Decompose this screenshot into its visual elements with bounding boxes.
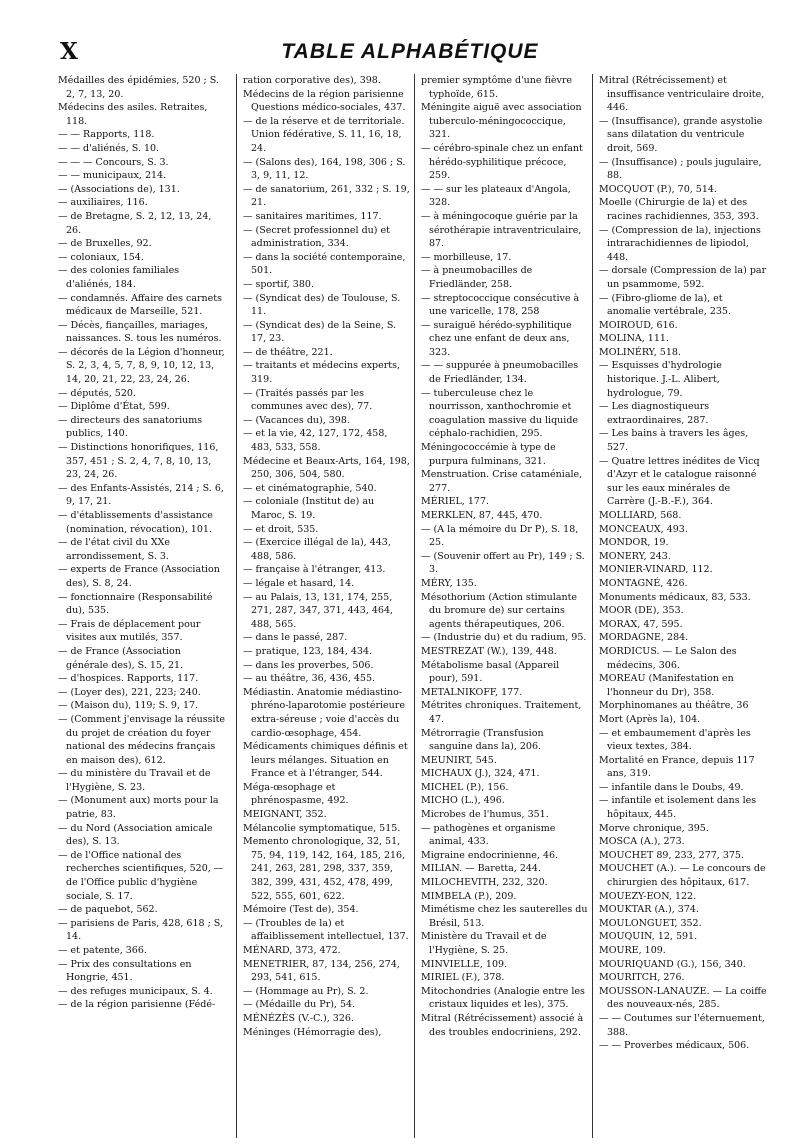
index-entry: — de France (Association générale des), S. 15, 21. [58,645,184,671]
index-entry: MÉRIEL, 177. [421,496,490,508]
index-entry: MIRIEL (F.), 378. [421,972,505,984]
index-entry: — du Nord (Association amicale des), S. 13. [58,822,213,848]
index-entry: MONDOR, 19. [599,537,669,549]
index-entry: — — sur les plateaux d'Angola, 328. [421,183,571,209]
index-entry: — — d'aliénés, S. 10. [58,142,160,154]
index-entry: Ministère du Travail et de l'Hygiène, S. 25. [421,931,547,956]
index-entry: — Prix des consultations en Hongrie, 451. [58,958,192,984]
page-number: X [60,38,78,65]
index-entry: — de Bruxelles, 92. [58,238,152,250]
index-entry: — Frais de déplacement pour visites aux mutilés, 357. [58,618,201,644]
index-columns [58,74,768,1138]
index-entry: — dorsale (Compression de la) par un psammome, 592. [599,265,767,290]
index-entry: MOCQUOT (P.), 70, 514. [599,183,717,195]
index-entry: — condamnés. Affaire des carnets médicaux de Marseille, 521. [58,292,222,318]
index-entry: MONIER-VINARD, 112. [599,564,713,576]
index-entry: Mésothorium (Action stimulante du bromure de) sur certains agents thérapeutiques, 206. [421,591,578,630]
index-entry: Monuments médicaux, 83, 533. [599,591,751,603]
index-entry: — (Comment j'envisage la réussite du projet de création du foyer national des médecins français en maison des), 612. [58,713,226,766]
index-entry: MOIROUD, 616. [599,319,678,331]
index-entry: MONERY, 243. [599,550,671,562]
index-entry: — — — Concours, S. 3. [58,156,169,168]
index-entry: MOUEZY-EON, 122. [599,890,697,902]
index-entry: — — municipaux, 214. [58,170,167,182]
index-entry: MEUNIRT, 545. [421,754,497,766]
index-entry: — Esquisses d'hydrologie historique. J.-L. Alibert, hydrologue, 79. [599,360,722,399]
index-entry: — de théâtre, 221. [243,346,333,358]
index-entry: — (Syndicat des) de la Seine, S. 17, 23. [243,319,397,345]
index-entry: — parisiens de Paris, 428, 618 ; S, 14. [58,917,223,943]
index-entry: — (Maison du), 119; S. 9, 17. [58,700,199,712]
index-entry: — (Secret professionnel du) et administration, 334. [243,224,390,250]
index-entry: MORDAGNE, 284. [599,632,689,644]
index-entry: — cérébro-spinale chez un enfant hérédo-syphilitique précoce, 259. [421,142,583,182]
index-entry: MOUKTAR (A.), 374. [599,904,699,916]
index-entry: MOUSSON-LANAUZE. — La coiffe des nouveaux-nés, 285. [599,985,767,1011]
index-entry: — (Exercice illégal de la), 443, 488, 586. [243,537,391,562]
index-column-2 [236,74,411,1138]
index-entry: — légale et hasard, 14. [243,577,355,589]
index-entry: Microbes de l'humus, 351. [421,809,549,821]
index-entry: Médicaments chimiques définis et leurs mélanges. Situation en France et à l'étranger, 544. [243,741,408,780]
index-entry: Mitral (Rétrécissement) associé à des troubles endocriniens, 292. [421,1012,584,1038]
page-header [60,38,760,70]
index-entry: — et la vie, 42, 127, 172, 458, 483, 533, 558. [243,428,388,454]
index-entry: — des colonies familiales d'aliénés, 184. [58,265,180,290]
index-entry: — de sanatorium, 261, 332 ; S. 19, 21. [243,183,410,209]
index-entry: Médecins de la région parisienne Questions médico-sociales, 437. [243,88,406,114]
index-entry: MOLINA, 111. [599,333,669,345]
index-entry: — suraiguë hérédo-syphilitique chez une enfant de deux ans, 323. [421,319,572,358]
index-entry: — morbilleuse, 17. [421,251,512,263]
index-entry: — et embaumement d'après les vieux textes, 384. [599,727,751,753]
index-entry: MICHAUX (J.), 324, 471. [421,768,540,780]
index-entry: MIMBELA (P.), 209. [421,890,517,902]
index-entry: — (Troubles de la) et affaiblissement intellectuel, 137. [243,917,409,943]
index-entry: — d'établissements d'assistance (nomination, révocation), 101. [58,510,213,535]
index-entry: MENETRIER, 87, 134, 256, 274, 293, 541, 615. [243,958,400,984]
index-entry: — Décès, fiançailles, mariages, naissances. S. tous les numéros. [58,319,222,345]
index-entry: MOURIQUAND (G.), 156, 340. [599,958,746,970]
index-entry: — (Fibro-gliome de la), et anomalie vertébrale, 235. [599,292,732,318]
index-entry: — députés, 520. [58,387,136,399]
index-entry: — sanitaires maritimes, 117. [243,210,382,222]
index-entry: — des refuges municipaux, S. 4. [58,985,213,997]
index-entry: — (A la mémoire du Dr P), S. 18, 25. [421,523,579,549]
index-entry: — — suppurée à pneumobacilles de Friedländer, 134. [421,360,579,386]
index-entry: MÉNARD, 373, 472. [243,945,341,956]
index-entry: — coloniaux, 154. [58,251,144,263]
index-entry: MOUCHET (A.). — Le concours de chirurgien des hôpitaux, 617. [599,863,766,889]
index-entry: Mémoire (Test de), 354. [243,904,359,916]
index-entry: Médailles des épidémies, 520 ; S. 2, 7, 13, 20. [58,75,219,100]
index-entry: — et droit, 535. [243,523,319,535]
index-entry: — à méningocoque guérie par la sérothérapie intraventriculaire, 87. [421,210,582,250]
index-entry: — française à l'étranger, 413. [243,564,386,576]
index-entry: — décorés de la Légion d'honneur, S. 2, 3, 4, 5, 7, 8, 9, 10, 12, 13, 14, 20, 21, 22, 23, 24, 26. [58,346,225,386]
index-entry: ration corporative des), 398. [243,75,381,86]
index-column-1 [58,74,226,1138]
index-entry: Métrites chroniques. Traitement, 47. [421,700,582,725]
index-entry: — dans les proverbes, 506. [243,659,374,671]
index-entry: Métabolisme basal (Appareil pour), 591. [421,659,560,685]
index-entry: Mort (Après la), 104. [599,713,701,725]
index-entry: Médecins des asiles. Retraites, 118. [58,102,208,127]
index-entry: — (Hommage au Pr), S. 2. [243,985,369,997]
index-entry: — infantile et isolement dans les hôpitaux, 445. [599,795,757,821]
index-entry: MÉNÉZÈS (V.-C.), 326. [243,1012,354,1024]
index-entry: Moelle (Chirurgie de la) et des racines rachidiennes, 353, 393. [599,197,759,222]
index-entry: — (Syndicat des) de Toulouse, S. 11. [243,292,401,318]
index-entry: Méga-œsophage et phrénospasme, 492. [243,781,349,807]
index-entry: — Les bains à travers les âges, 527. [599,428,749,454]
index-column-3 [414,74,589,1138]
index-entry: Méninges (Hémorragie des), [243,1026,382,1038]
index-entry: METALNIKOFF, 177. [421,686,523,698]
index-entry: — (Souvenir offert au Pr), 149 ; S. 3. [421,550,585,576]
index-entry: — et cinématographie, 540. [243,482,377,494]
index-entry: — au théâtre, 36, 436, 455. [243,673,376,685]
index-entry: — à pneumobacilles de Friedländer, 258. [421,265,533,290]
index-entry: — (Monument aux) morts pour la patrie, 83. [58,795,219,821]
index-entry: MERKLEN, 87, 445, 470. [421,510,543,521]
index-entry: — (Compression de la), injections intrarachidiennes de lipiodol, 448. [599,224,761,263]
index-entry: Morve chronique, 395. [599,822,709,834]
index-entry: MOURE, 109. [599,945,666,956]
index-entry: MOREAU (Manifestation en l'honneur du Dr), 358. [599,673,734,698]
index-entry: MESTREZAT (W.), 139, 448. [421,645,557,657]
index-entry: — pratique, 123, 184, 434. [243,645,373,657]
index-entry: Mélancolie symptomatique, 515. [243,822,401,834]
index-entry: — (Insuffisance) ; pouls jugulaire, 88. [599,156,762,182]
index-entry: — de la région parisienne (Fédé- [58,999,216,1011]
page-title: TABLE ALPHABÉTIQUE [281,40,539,63]
index-entry: — Diplôme d'État, 599. [58,401,170,413]
index-entry: MOLINÉRY, 518. [599,346,681,358]
index-entry: MONTAGNÉ, 426. [599,577,688,589]
index-entry: MOULONGUET, 352. [599,917,702,929]
index-entry: — des Enfants-Assistés, 214 ; S. 6, 9, 17, 21. [58,482,224,508]
index-entry: — tuberculeuse chez le nourrisson, xanthochromie et coagulation massive du liquide céphalo-rachidien, 295. [421,387,579,440]
index-entry: — (Loyer des), 221, 223; 240. [58,686,201,698]
index-entry: — (Associations de), 131. [58,183,180,195]
index-entry: MORAX, 47, 595. [599,618,683,630]
index-entry: MICHO (L.), 496. [421,795,505,807]
index-entry: Méningococcémie à type de purpura fulminans, 321. [421,442,556,467]
index-entry: — (Traités passés par les communes avec des), 77. [243,387,373,413]
index-entry: — (Industrie du) et du radium, 95. [421,632,587,644]
index-entry: — dans le passé, 287. [243,632,348,644]
index-entry: — coloniale (Institut de) au Maroc, S. 19. [243,496,375,521]
index-entry: — de l'Office national des recherches scientifiques, 520, — de l'Office public d'hygiène sociale, S. 17. [58,849,224,902]
index-entry: — de la réserve et de territoriale. Union fédérative, S. 11, 16, 18, 24. [243,115,405,154]
index-entry: — (Vacances du), 398. [243,414,350,426]
index-entry: MILOCHEVITH, 232, 320. [421,877,548,889]
index-entry: — infantile dans le Doubs, 49. [599,781,744,793]
index-entry: — — Proverbes médicaux, 506. [599,1040,750,1052]
index-entry: — Distinctions honorifiques, 116, 357, 451 ; S. 2, 4, 7, 8, 10, 13, 23, 24, 26. [58,442,219,481]
index-entry: — et patente, 366. [58,945,147,956]
index-entry: Mitochondries (Analogie entre les cristaux liquides et les), 375. [421,985,585,1011]
index-entry: — du ministère du Travail et de l'Hygiène, S. 23. [58,768,211,793]
index-entry: Mimétisme chez les sauterelles du Brésil, 513. [421,904,588,929]
index-entry: MOUCHET 89, 233, 277, 375. [599,849,744,861]
index-entry: — Quatre lettres inédites de Vicq d'Azyr et le catalogue raisonné sur les eaux minérales de Carrère (J.-B.-F.), 364. [599,455,760,508]
index-entry: Médecine et Beaux-Arts, 164, 198, 250, 306, 504, 580. [243,455,410,481]
index-column-4 [592,74,767,1138]
index-entry: Menstruation. Crise cataméniale, 277. [421,469,583,494]
index-entry: — streptococcique consécutive à une varicelle, 178, 258 [421,292,580,318]
index-entry: — (Médaille du Pr), 54. [243,999,356,1011]
index-entry: MÉRY, 135. [421,577,477,589]
index-entry: — traitants et médecins experts, 319. [243,360,400,386]
index-entry: MOSCA (A.), 273. [599,836,685,848]
index-entry: Méningite aiguë avec association tuberculo-méningococcique, 321. [421,102,582,141]
index-entry: MICHEL (P.), 156. [421,781,509,793]
index-entry: — pathogènes et organisme animal, 433. [421,822,556,848]
index-entry: MOURITCH, 276. [599,972,685,984]
index-entry: Migraine endocrinienne, 46. [421,849,559,861]
index-entry: MOOR (DE), 353. [599,605,684,617]
index-entry: Médiastin. Anatomie médiastino-phréno-laparotomie postérieure extra-séreuse ; voie d'accès du cardio-œsophage, 454. [243,686,405,739]
index-entry: — de Bretagne, S. 2, 12, 13, 24, 26. [58,210,212,236]
index-entry: — fonctionnaire (Responsabilité du), 535. [58,591,213,617]
index-entry: Mitral (Rétrécissement) et insuffisance ventriculaire droite, 446. [599,75,765,114]
index-entry: — auxiliaires, 116. [58,197,148,209]
index-entry: — (Insuffisance), grande asystolie sans dilatation du ventricule droit, 569. [599,115,763,154]
index-entry: premier symptôme d'une fièvre typhoïde, 615. [421,75,573,100]
index-entry: Métrorragie (Transfusion sanguine dans la), 206. [421,727,544,753]
index-entry: MOUQUIN, 12, 591. [599,931,698,943]
index-entry: MILIAN. — Baretta, 244. [421,863,541,875]
index-entry: MOLLIARD, 568. [599,510,682,521]
index-entry: MORDICUS. — Le Salon des médecins, 306. [599,645,737,671]
index-entry: MEIGNANT, 352. [243,809,327,821]
index-entry: — dans la société contemporaine, 501. [243,251,406,277]
index-entry: MONCEAUX, 493. [599,523,688,535]
index-entry: — sportif, 380. [243,278,314,290]
index-entry: Memento chronologique, 32, 51, 75, 94, 119, 142, 164, 185, 216, 241, 263, 281, 298, 337, 359, 382, 399, 431, 452, 478, 499, 522, 555, 601, 622. [243,836,406,902]
index-entry: — (Salons des), 164, 198, 306 ; S. 3, 9, 11, 12. [243,156,406,182]
index-entry: — experts de France (Association des), S. 8, 24. [58,564,220,589]
index-entry: — Les diagnostiqueurs extraordinaires, 287. [599,401,710,426]
index-entry: — — Coutumes sur l'éternuement, 388. [599,1012,765,1038]
index-entry: MINVIELLE, 109. [421,958,508,970]
index-entry: — au Palais, 13, 131, 174, 255, 271, 287, 347, 371, 443, 464, 488, 565. [243,591,394,630]
index-entry: — directeurs des sanatoriums publics, 140. [58,414,203,440]
index-entry: Mortalité en France, depuis 117 ans, 319. [599,754,755,780]
index-entry: — d'hospices. Rapports, 117. [58,673,199,685]
index-entry: Morphinomanes au théâtre, 36 [599,700,749,712]
index-entry: — de paquebot, 562. [58,904,158,916]
index-entry: — — Rapports, 118. [58,129,155,141]
index-entry: — de l'état civil du XXe arrondissement, S. 3. [58,537,171,562]
